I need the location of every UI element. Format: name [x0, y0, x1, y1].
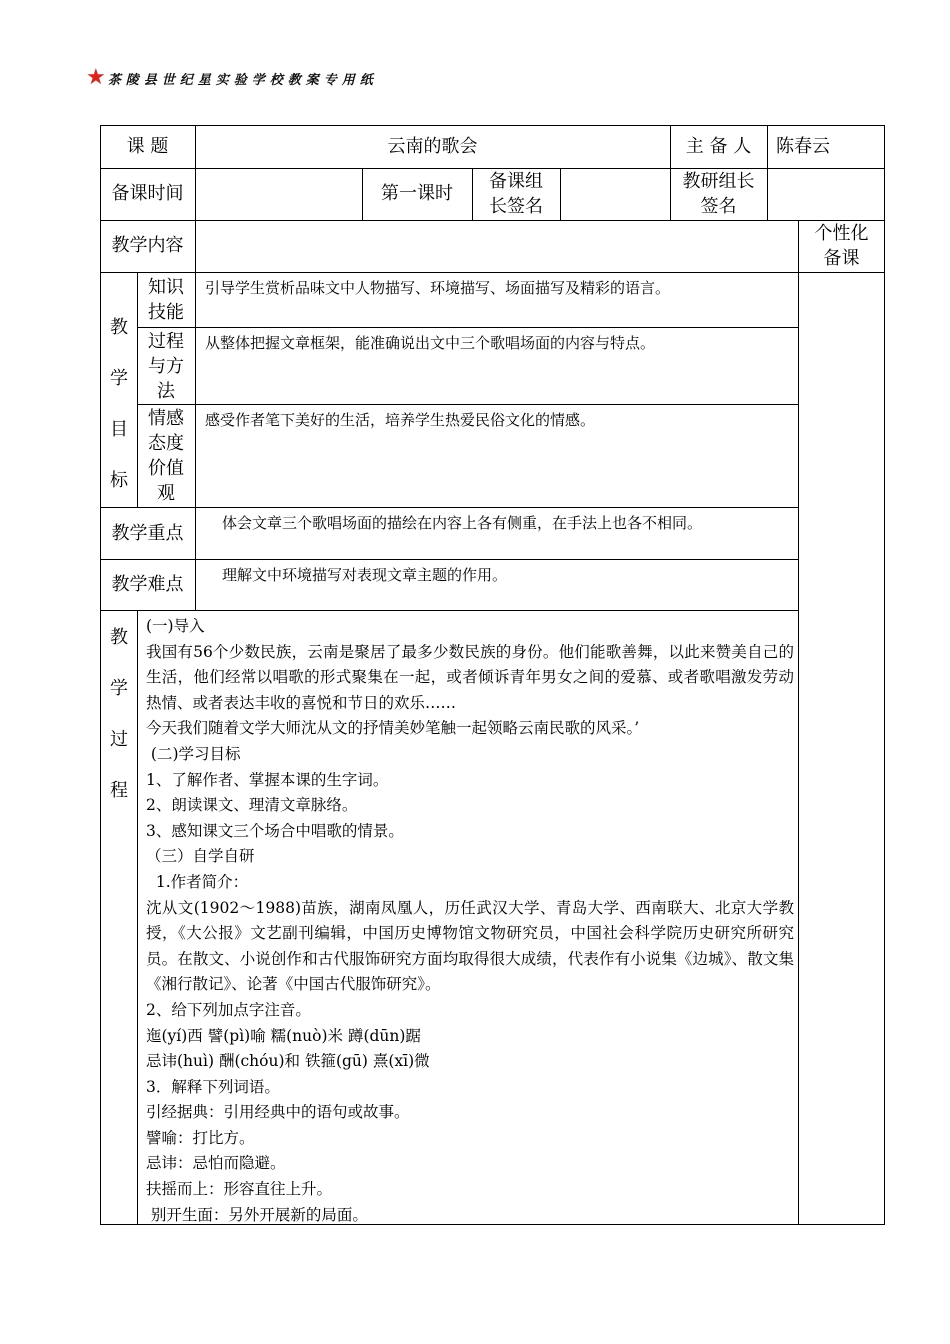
label-prep-time: 备课时间	[111, 183, 184, 204]
difficulty-text: 理解文中环境描写对表现文章主题的作用。	[222, 566, 508, 584]
goal-item: 1、了解作者、掌握本课的生字词。	[146, 770, 389, 789]
star-icon: ★	[86, 65, 106, 90]
label-difficulty: 教学难点	[111, 574, 184, 595]
key-point-text: 体会文章三个歌唱场面的描绘在内容上各有侧重，在手法上也各不相同。	[222, 514, 703, 532]
vocab-item: 扶摇而上：形容直往上升。	[146, 1180, 333, 1199]
process-content	[146, 614, 794, 1228]
letterhead-title: 茶陵县世纪星实验学校教案专用纸	[107, 72, 378, 88]
vocab-item: 引经据典：引用经典中的语句或故事。	[146, 1103, 410, 1122]
vocab-item: 忌讳：忌怕而隐避。	[146, 1154, 286, 1173]
goal-item: 3、感知课文三个场合中唱歌的情景。	[146, 821, 404, 840]
vocab-item: 譬喻：打比方。	[146, 1128, 255, 1147]
vocab-item: 别开生面：另外开展新的局面。	[146, 1205, 368, 1224]
goal-knowledge-text: 引导学生赏析品味文中人物描写、环境描写、场面描写及精彩的语言。	[205, 279, 671, 297]
self-study-heading: （三）自学自研	[146, 847, 255, 866]
goal-emotion-text: 感受作者笔下美好的生活，培养学生热爱民俗文化的情感。	[205, 411, 596, 429]
label-process: 教 学 过 程	[110, 627, 128, 801]
vocab-heading: 3．解释下列词语。	[146, 1077, 280, 1096]
label-process-method: 过程 与方 法	[148, 331, 184, 402]
label-preparer: 主 备 人	[685, 136, 752, 157]
label-research-sign: 教研组长 签名	[682, 171, 755, 217]
label-goals: 教 学 目 标	[110, 317, 128, 491]
letterhead	[86, 66, 378, 90]
intro-paragraph: 我国有56个少数民族，云南是聚居了最多少数民族的身份。他们能歌善舞，以此来赞美自己的生活，他们经常以唱歌的形式聚集在一起，或者倾诉青年男女之间的爱慕、或者歌唱激发劳动热情、或者表达丰收的喜悦和节日的欢乐……	[146, 642, 794, 712]
goal-process-text: 从整体把握文章框架，能准确说出文中三个歌唱场面的内容与特点。	[205, 334, 656, 352]
author-heading: 1.作者简介：	[146, 872, 249, 891]
lesson-number: 第一课时	[381, 183, 453, 204]
goals-heading: (二)学习目标	[146, 744, 241, 763]
label-content: 教学内容	[111, 235, 184, 256]
phonetic-heading: 2、给下列加点字注音。	[146, 1000, 311, 1019]
label-knowledge: 知识 技能	[148, 277, 184, 323]
label-personal: 个性化 备课	[814, 223, 869, 269]
label-emotion: 情感 态度 价值 观	[148, 408, 184, 504]
intro-heading: (一)导入	[146, 617, 205, 635]
author-paragraph: 沈从文(1902～1988)苗族，湖南凤凰人，历任武汉大学、青岛大学、西南联大、北京大学教授，《大公报》文艺副刊编辑，中国历史博物馆文物研究员，中国社会科学院历史研究所研究员。在散文、小说创作和古代服饰研究方面均取得很大成绩，代表作有小说集《边城》、散文集《湘行散记》、论著《中国古代服饰研究》。	[146, 898, 794, 994]
preparer-name: 陈春云	[776, 136, 830, 157]
label-group-sign: 备课组 长签名	[489, 171, 543, 217]
phonetic-line: 忌讳(huì) 酬(chóu)和 铁箍(gū) 熹(xī)微	[146, 1052, 430, 1071]
phonetic-line: 迤(yí)西 譬(pì)喻 糯(nuò)米 蹲(dūn)踞	[146, 1026, 421, 1045]
label-topic: 课 题	[126, 136, 169, 157]
topic-title: 云南的歌会	[387, 136, 478, 157]
goal-item: 2、朗读课文、理清文章脉络。	[146, 796, 358, 815]
intro-line-2: 今天我们随着文学大师沈从文的抒情美妙笔触一起领略云南民歌的风采。’	[146, 719, 640, 738]
label-key-point: 教学重点	[111, 523, 184, 544]
